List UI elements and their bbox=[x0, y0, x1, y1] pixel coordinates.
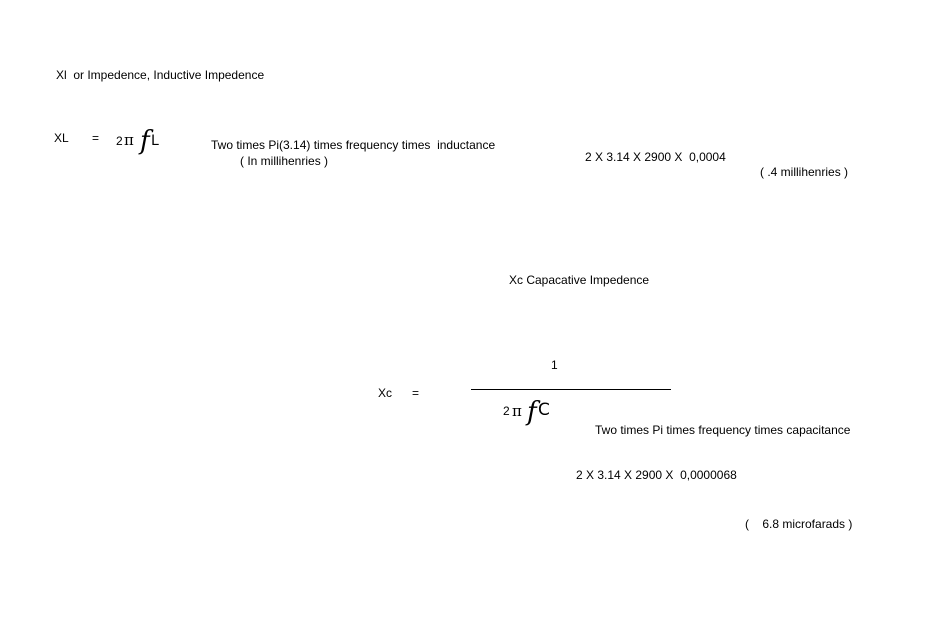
inductance-l-symbol: L bbox=[151, 133, 159, 149]
pi-symbol: π bbox=[512, 402, 522, 420]
capacitive-value-note: ( 6.8 microfarads ) bbox=[745, 517, 853, 531]
capacitive-symbol: Xc bbox=[378, 386, 393, 400]
inductive-heading: Xl or Impedence, Inductive Impedence bbox=[56, 68, 265, 82]
capacitive-formula-two: 2 bbox=[503, 404, 510, 418]
inductive-unit-note: ( In millihenries ) bbox=[240, 154, 329, 168]
capacitance-c-symbol: C bbox=[538, 400, 550, 420]
inductive-equals: = bbox=[92, 131, 100, 145]
inductive-formula-two: 2 bbox=[116, 134, 123, 148]
inductive-description: Two times Pi(3.14) times frequency times inductance bbox=[211, 138, 496, 152]
capacitive-heading: Xc Capacative Impedence bbox=[509, 273, 650, 287]
pi-symbol: π bbox=[124, 131, 134, 149]
inductive-value-note: ( .4 millihenries ) bbox=[760, 165, 849, 179]
inductive-calculation: 2 X 3.14 X 2900 X 0,0004 bbox=[585, 150, 726, 164]
capacitive-numerator: 1 bbox=[551, 358, 558, 372]
frequency-f-symbol: f bbox=[140, 126, 150, 156]
inductive-symbol: XL bbox=[54, 131, 69, 145]
capacitive-calculation: 2 X 3.14 X 2900 X 0,0000068 bbox=[576, 468, 737, 482]
frequency-f-symbol: f bbox=[527, 397, 537, 427]
fraction-bar bbox=[471, 389, 671, 390]
capacitive-description: Two times Pi times frequency times capacitance bbox=[595, 423, 851, 437]
capacitive-equals: = bbox=[412, 386, 420, 400]
